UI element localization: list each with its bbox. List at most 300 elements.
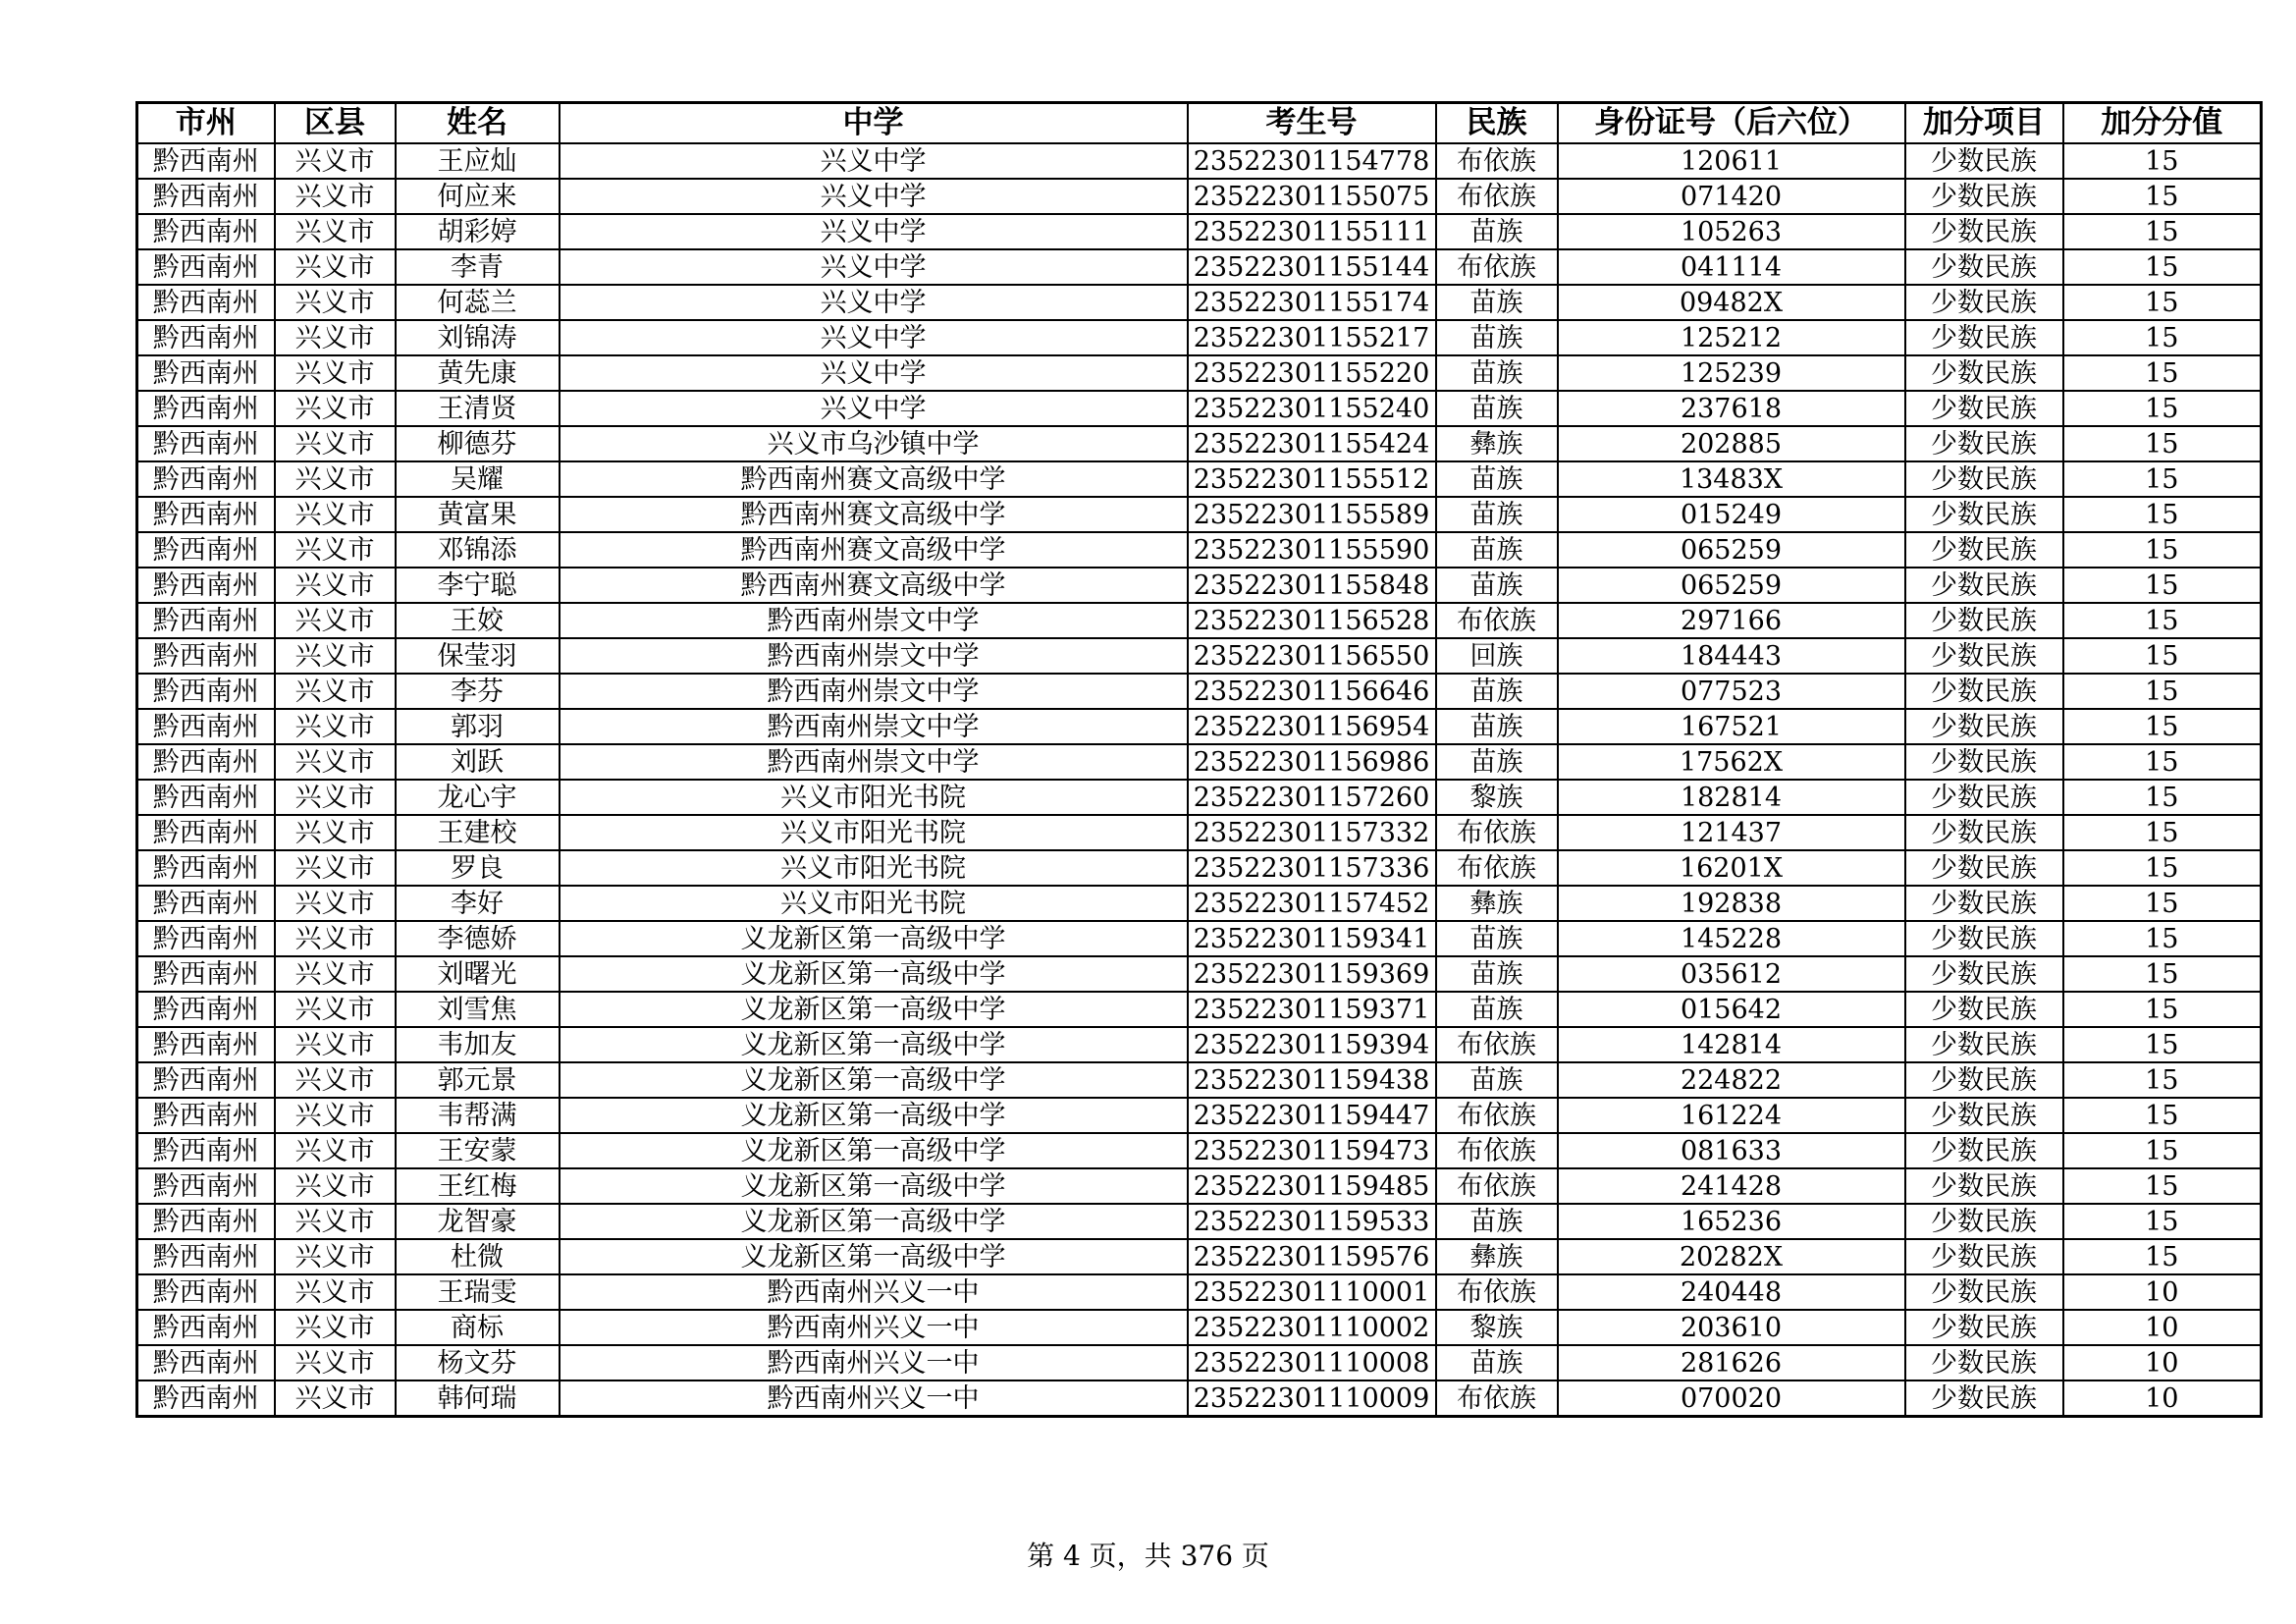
cell-ethnicity: 苗族 — [1436, 532, 1558, 568]
cell-bonus-item: 少数民族 — [1905, 179, 2063, 214]
cell-ethnicity: 彝族 — [1436, 886, 1558, 921]
cell-name: 邓锦添 — [396, 532, 560, 568]
cell-ethnicity: 苗族 — [1436, 320, 1558, 355]
cell-ethnicity: 苗族 — [1436, 1345, 1558, 1380]
cell-ethnicity: 苗族 — [1436, 921, 1558, 956]
cell-school: 兴义市乌沙镇中学 — [560, 426, 1188, 461]
cell-school: 兴义中学 — [560, 355, 1188, 391]
cell-school: 黔西南州赛文高级中学 — [560, 497, 1188, 532]
cell-bonus-value: 15 — [2063, 956, 2262, 992]
cell-city: 黔西南州 — [137, 921, 275, 956]
cell-exam-number: 23522301159533 — [1188, 1204, 1436, 1239]
cell-ethnicity: 苗族 — [1436, 956, 1558, 992]
cell-bonus-item: 少数民族 — [1905, 921, 2063, 956]
cell-name: 保莹羽 — [396, 638, 560, 674]
cell-county: 兴义市 — [275, 603, 396, 638]
cell-name: 李德娇 — [396, 921, 560, 956]
table-row — [137, 638, 2262, 674]
cell-county: 兴义市 — [275, 780, 396, 815]
cell-school: 黔西南州赛文高级中学 — [560, 461, 1188, 497]
cell-id-last-six: 297166 — [1558, 603, 1905, 638]
table-row — [137, 426, 2262, 461]
cell-ethnicity: 布依族 — [1436, 143, 1558, 179]
cell-id-last-six: 281626 — [1558, 1345, 1905, 1380]
table-row — [137, 603, 2262, 638]
cell-city: 黔西南州 — [137, 1239, 275, 1274]
cell-bonus-item: 少数民族 — [1905, 249, 2063, 285]
cell-bonus-value: 15 — [2063, 355, 2262, 391]
cell-exam-number: 23522301159369 — [1188, 956, 1436, 992]
table-row — [137, 1027, 2262, 1062]
cell-bonus-item: 少数民族 — [1905, 603, 2063, 638]
cell-bonus-value: 15 — [2063, 1098, 2262, 1133]
cell-county: 兴义市 — [275, 674, 396, 709]
cell-school: 兴义市阳光书院 — [560, 815, 1188, 850]
cell-bonus-item: 少数民族 — [1905, 1133, 2063, 1168]
cell-id-last-six: 070020 — [1558, 1380, 1905, 1417]
cell-bonus-item: 少数民族 — [1905, 532, 2063, 568]
cell-id-last-six: 192838 — [1558, 886, 1905, 921]
cell-school: 黔西南州赛文高级中学 — [560, 532, 1188, 568]
cell-bonus-item: 少数民族 — [1905, 426, 2063, 461]
cell-name: 何蕊兰 — [396, 285, 560, 320]
cell-county: 兴义市 — [275, 1239, 396, 1274]
cell-county: 兴义市 — [275, 921, 396, 956]
table-row — [137, 956, 2262, 992]
cell-exam-number: 23522301155111 — [1188, 214, 1436, 249]
cell-exam-number: 23522301155144 — [1188, 249, 1436, 285]
header-exam-number: 考生号 — [1188, 103, 1436, 144]
table-row — [137, 143, 2262, 179]
cell-school: 义龙新区第一高级中学 — [560, 1098, 1188, 1133]
cell-school: 兴义中学 — [560, 285, 1188, 320]
cell-ethnicity: 苗族 — [1436, 391, 1558, 426]
table-row — [137, 285, 2262, 320]
cell-bonus-item: 少数民族 — [1905, 850, 2063, 886]
cell-ethnicity: 布依族 — [1436, 1027, 1558, 1062]
cell-county: 兴义市 — [275, 214, 396, 249]
table-row — [137, 1380, 2262, 1417]
cell-city: 黔西南州 — [137, 320, 275, 355]
cell-bonus-item: 少数民族 — [1905, 143, 2063, 179]
cell-exam-number: 23522301110008 — [1188, 1345, 1436, 1380]
cell-ethnicity: 布依族 — [1436, 1098, 1558, 1133]
cell-name: 胡彩婷 — [396, 214, 560, 249]
cell-bonus-value: 15 — [2063, 143, 2262, 179]
cell-school: 义龙新区第一高级中学 — [560, 1204, 1188, 1239]
cell-ethnicity: 苗族 — [1436, 1204, 1558, 1239]
cell-exam-number: 23522301157332 — [1188, 815, 1436, 850]
cell-bonus-item: 少数民族 — [1905, 886, 2063, 921]
cell-id-last-six: 240448 — [1558, 1274, 1905, 1310]
cell-county: 兴义市 — [275, 532, 396, 568]
cell-id-last-six: 165236 — [1558, 1204, 1905, 1239]
cell-ethnicity: 布依族 — [1436, 1133, 1558, 1168]
cell-bonus-value: 15 — [2063, 568, 2262, 603]
cell-name: 王建校 — [396, 815, 560, 850]
cell-school: 黔西南州崇文中学 — [560, 638, 1188, 674]
cell-county: 兴义市 — [275, 1027, 396, 1062]
cell-bonus-item: 少数民族 — [1905, 461, 2063, 497]
cell-county: 兴义市 — [275, 355, 396, 391]
cell-id-last-six: 202885 — [1558, 426, 1905, 461]
cell-bonus-value: 15 — [2063, 603, 2262, 638]
cell-id-last-six: 065259 — [1558, 532, 1905, 568]
cell-exam-number: 23522301157452 — [1188, 886, 1436, 921]
cell-county: 兴义市 — [275, 1098, 396, 1133]
cell-id-last-six: 077523 — [1558, 674, 1905, 709]
cell-city: 黔西南州 — [137, 1310, 275, 1345]
cell-bonus-value: 15 — [2063, 426, 2262, 461]
cell-exam-number: 23522301156550 — [1188, 638, 1436, 674]
cell-school: 黔西南州兴义一中 — [560, 1380, 1188, 1417]
table-row — [137, 815, 2262, 850]
cell-bonus-item: 少数民族 — [1905, 391, 2063, 426]
cell-bonus-value: 10 — [2063, 1274, 2262, 1310]
cell-id-last-six: 105263 — [1558, 214, 1905, 249]
cell-school: 义龙新区第一高级中学 — [560, 1239, 1188, 1274]
cell-bonus-value: 15 — [2063, 1204, 2262, 1239]
cell-city: 黔西南州 — [137, 780, 275, 815]
cell-exam-number: 23522301159438 — [1188, 1062, 1436, 1098]
cell-ethnicity: 彝族 — [1436, 426, 1558, 461]
cell-exam-number: 23522301155075 — [1188, 179, 1436, 214]
cell-county: 兴义市 — [275, 1204, 396, 1239]
header-id-last-six: 身份证号（后六位） — [1558, 103, 1905, 144]
cell-school: 兴义中学 — [560, 214, 1188, 249]
cell-exam-number: 23522301155590 — [1188, 532, 1436, 568]
cell-bonus-value: 15 — [2063, 921, 2262, 956]
header-bonus-item: 加分项目 — [1905, 103, 2063, 144]
cell-exam-number: 23522301156954 — [1188, 709, 1436, 744]
header-county: 区县 — [275, 103, 396, 144]
cell-bonus-item: 少数民族 — [1905, 320, 2063, 355]
cell-exam-number: 23522301156528 — [1188, 603, 1436, 638]
cell-id-last-six: 16201X — [1558, 850, 1905, 886]
cell-school: 义龙新区第一高级中学 — [560, 1168, 1188, 1204]
cell-ethnicity: 黎族 — [1436, 1310, 1558, 1345]
cell-id-last-six: 065259 — [1558, 568, 1905, 603]
table-row — [137, 1133, 2262, 1168]
cell-name: 郭元景 — [396, 1062, 560, 1098]
cell-bonus-item: 少数民族 — [1905, 497, 2063, 532]
cell-bonus-item: 少数民族 — [1905, 956, 2063, 992]
cell-name: 柳德芬 — [396, 426, 560, 461]
cell-bonus-item: 少数民族 — [1905, 214, 2063, 249]
cell-county: 兴义市 — [275, 391, 396, 426]
cell-school: 义龙新区第一高级中学 — [560, 1133, 1188, 1168]
cell-city: 黔西南州 — [137, 285, 275, 320]
cell-exam-number: 23522301159394 — [1188, 1027, 1436, 1062]
cell-county: 兴义市 — [275, 568, 396, 603]
cell-id-last-six: 224822 — [1558, 1062, 1905, 1098]
cell-exam-number: 23522301110001 — [1188, 1274, 1436, 1310]
cell-school: 兴义中学 — [560, 320, 1188, 355]
cell-name: 王安蒙 — [396, 1133, 560, 1168]
table-row — [137, 320, 2262, 355]
cell-bonus-value: 15 — [2063, 780, 2262, 815]
cell-name: 杜微 — [396, 1239, 560, 1274]
cell-bonus-value: 15 — [2063, 992, 2262, 1027]
cell-id-last-six: 015642 — [1558, 992, 1905, 1027]
cell-exam-number: 23522301110009 — [1188, 1380, 1436, 1417]
cell-county: 兴义市 — [275, 179, 396, 214]
table-row — [137, 744, 2262, 780]
cell-id-last-six: 184443 — [1558, 638, 1905, 674]
cell-county: 兴义市 — [275, 744, 396, 780]
cell-exam-number: 23522301159341 — [1188, 921, 1436, 956]
cell-school: 黔西南州崇文中学 — [560, 744, 1188, 780]
document-sheet — [135, 101, 2260, 1418]
cell-id-last-six: 035612 — [1558, 956, 1905, 992]
cell-name: 韦加友 — [396, 1027, 560, 1062]
cell-exam-number: 23522301110002 — [1188, 1310, 1436, 1345]
cell-name: 黄富果 — [396, 497, 560, 532]
cell-bonus-item: 少数民族 — [1905, 1345, 2063, 1380]
cell-county: 兴义市 — [275, 143, 396, 179]
cell-bonus-value: 10 — [2063, 1345, 2262, 1380]
table-row — [137, 1345, 2262, 1380]
cell-name: 韩何瑞 — [396, 1380, 560, 1417]
cell-name: 杨文芬 — [396, 1345, 560, 1380]
cell-name: 刘雪焦 — [396, 992, 560, 1027]
cell-ethnicity: 苗族 — [1436, 461, 1558, 497]
cell-name: 李好 — [396, 886, 560, 921]
table-row — [137, 1310, 2262, 1345]
cell-bonus-value: 15 — [2063, 674, 2262, 709]
cell-city: 黔西南州 — [137, 1098, 275, 1133]
cell-city: 黔西南州 — [137, 709, 275, 744]
cell-bonus-value: 15 — [2063, 285, 2262, 320]
cell-school: 黔西南州崇文中学 — [560, 709, 1188, 744]
cell-bonus-value: 15 — [2063, 850, 2262, 886]
cell-city: 黔西南州 — [137, 886, 275, 921]
page-footer: 第 4 页，共 376 页 — [1027, 1540, 1269, 1572]
cell-city: 黔西南州 — [137, 638, 275, 674]
cell-school: 兴义市阳光书院 — [560, 886, 1188, 921]
cell-bonus-item: 少数民族 — [1905, 1204, 2063, 1239]
cell-exam-number: 23522301157260 — [1188, 780, 1436, 815]
table-row — [137, 1062, 2262, 1098]
cell-city: 黔西南州 — [137, 1168, 275, 1204]
cell-ethnicity: 回族 — [1436, 638, 1558, 674]
cell-bonus-item: 少数民族 — [1905, 744, 2063, 780]
cell-school: 义龙新区第一高级中学 — [560, 1027, 1188, 1062]
cell-bonus-item: 少数民族 — [1905, 568, 2063, 603]
cell-city: 黔西南州 — [137, 426, 275, 461]
table-body — [137, 143, 2262, 1417]
cell-bonus-item: 少数民族 — [1905, 1168, 2063, 1204]
table-row — [137, 1168, 2262, 1204]
cell-id-last-six: 121437 — [1558, 815, 1905, 850]
table-row — [137, 850, 2262, 886]
cell-city: 黔西南州 — [137, 214, 275, 249]
cell-name: 王红梅 — [396, 1168, 560, 1204]
cell-city: 黔西南州 — [137, 143, 275, 179]
cell-id-last-six: 237618 — [1558, 391, 1905, 426]
cell-city: 黔西南州 — [137, 956, 275, 992]
cell-city: 黔西南州 — [137, 249, 275, 285]
cell-exam-number: 23522301155174 — [1188, 285, 1436, 320]
cell-name: 龙智豪 — [396, 1204, 560, 1239]
header-name: 姓名 — [396, 103, 560, 144]
cell-bonus-value: 15 — [2063, 320, 2262, 355]
cell-county: 兴义市 — [275, 1168, 396, 1204]
cell-id-last-six: 071420 — [1558, 179, 1905, 214]
cell-county: 兴义市 — [275, 1133, 396, 1168]
cell-exam-number: 23522301155424 — [1188, 426, 1436, 461]
cell-bonus-value: 15 — [2063, 744, 2262, 780]
cell-name: 黄先康 — [396, 355, 560, 391]
table-row — [137, 709, 2262, 744]
cell-county: 兴义市 — [275, 249, 396, 285]
cell-bonus-value: 15 — [2063, 532, 2262, 568]
cell-county: 兴义市 — [275, 638, 396, 674]
cell-bonus-item: 少数民族 — [1905, 355, 2063, 391]
cell-bonus-item: 少数民族 — [1905, 709, 2063, 744]
cell-exam-number: 23522301155589 — [1188, 497, 1436, 532]
cell-school: 义龙新区第一高级中学 — [560, 956, 1188, 992]
cell-id-last-six: 041114 — [1558, 249, 1905, 285]
cell-ethnicity: 黎族 — [1436, 780, 1558, 815]
cell-name: 李芬 — [396, 674, 560, 709]
cell-school: 黔西南州兴义一中 — [560, 1310, 1188, 1345]
cell-name: 李青 — [396, 249, 560, 285]
cell-id-last-six: 125239 — [1558, 355, 1905, 391]
cell-city: 黔西南州 — [137, 497, 275, 532]
cell-city: 黔西南州 — [137, 992, 275, 1027]
cell-id-last-six: 125212 — [1558, 320, 1905, 355]
cell-school: 兴义中学 — [560, 179, 1188, 214]
cell-ethnicity: 布依族 — [1436, 179, 1558, 214]
cell-exam-number: 23522301157336 — [1188, 850, 1436, 886]
cell-city: 黔西南州 — [137, 461, 275, 497]
cell-exam-number: 23522301154778 — [1188, 143, 1436, 179]
cell-ethnicity: 苗族 — [1436, 744, 1558, 780]
cell-bonus-item: 少数民族 — [1905, 674, 2063, 709]
cell-bonus-value: 15 — [2063, 886, 2262, 921]
cell-id-last-six: 015249 — [1558, 497, 1905, 532]
cell-school: 义龙新区第一高级中学 — [560, 992, 1188, 1027]
cell-city: 黔西南州 — [137, 179, 275, 214]
cell-county: 兴义市 — [275, 1062, 396, 1098]
table-row — [137, 780, 2262, 815]
cell-name: 龙心宇 — [396, 780, 560, 815]
cell-city: 黔西南州 — [137, 1027, 275, 1062]
table-row — [137, 532, 2262, 568]
cell-id-last-six: 081633 — [1558, 1133, 1905, 1168]
table-row — [137, 249, 2262, 285]
cell-id-last-six: 241428 — [1558, 1168, 1905, 1204]
cell-school: 兴义中学 — [560, 249, 1188, 285]
cell-bonus-item: 少数民族 — [1905, 815, 2063, 850]
cell-bonus-item: 少数民族 — [1905, 1274, 2063, 1310]
cell-bonus-item: 少数民族 — [1905, 780, 2063, 815]
cell-exam-number: 23522301155240 — [1188, 391, 1436, 426]
cell-city: 黔西南州 — [137, 1380, 275, 1417]
cell-county: 兴义市 — [275, 992, 396, 1027]
cell-id-last-six: 120611 — [1558, 143, 1905, 179]
table-row — [137, 992, 2262, 1027]
table-row — [137, 461, 2262, 497]
cell-city: 黔西南州 — [137, 355, 275, 391]
cell-id-last-six: 167521 — [1558, 709, 1905, 744]
cell-name: 吴耀 — [396, 461, 560, 497]
cell-city: 黔西南州 — [137, 674, 275, 709]
cell-name: 商标 — [396, 1310, 560, 1345]
header-ethnicity: 民族 — [1436, 103, 1558, 144]
cell-name: 罗良 — [396, 850, 560, 886]
cell-bonus-item: 少数民族 — [1905, 285, 2063, 320]
cell-county: 兴义市 — [275, 461, 396, 497]
cell-name: 何应来 — [396, 179, 560, 214]
cell-bonus-value: 15 — [2063, 179, 2262, 214]
cell-bonus-item: 少数民族 — [1905, 1310, 2063, 1345]
cell-school: 黔西南州兴义一中 — [560, 1274, 1188, 1310]
cell-ethnicity: 苗族 — [1436, 992, 1558, 1027]
cell-bonus-value: 15 — [2063, 1062, 2262, 1098]
cell-name: 郭羽 — [396, 709, 560, 744]
cell-bonus-value: 15 — [2063, 1239, 2262, 1274]
table-row — [137, 1239, 2262, 1274]
cell-ethnicity: 布依族 — [1436, 850, 1558, 886]
cell-exam-number: 23522301155220 — [1188, 355, 1436, 391]
table-row — [137, 921, 2262, 956]
cell-county: 兴义市 — [275, 320, 396, 355]
cell-bonus-item: 少数民族 — [1905, 992, 2063, 1027]
cell-county: 兴义市 — [275, 497, 396, 532]
cell-name: 刘跃 — [396, 744, 560, 780]
cell-id-last-six: 13483X — [1558, 461, 1905, 497]
table-row — [137, 179, 2262, 214]
table-row — [137, 674, 2262, 709]
cell-exam-number: 23522301159485 — [1188, 1168, 1436, 1204]
cell-city: 黔西南州 — [137, 568, 275, 603]
cell-bonus-value: 15 — [2063, 1168, 2262, 1204]
cell-name: 刘锦涛 — [396, 320, 560, 355]
cell-id-last-six: 182814 — [1558, 780, 1905, 815]
cell-bonus-value: 10 — [2063, 1380, 2262, 1417]
cell-city: 黔西南州 — [137, 1133, 275, 1168]
cell-bonus-value: 15 — [2063, 815, 2262, 850]
cell-bonus-item: 少数民族 — [1905, 1027, 2063, 1062]
bonus-points-table — [135, 101, 2263, 1418]
cell-county: 兴义市 — [275, 426, 396, 461]
cell-bonus-item: 少数民族 — [1905, 1098, 2063, 1133]
cell-city: 黔西南州 — [137, 1345, 275, 1380]
cell-bonus-value: 15 — [2063, 214, 2262, 249]
cell-school: 兴义市阳光书院 — [560, 850, 1188, 886]
cell-name: 王清贤 — [396, 391, 560, 426]
cell-school: 义龙新区第一高级中学 — [560, 921, 1188, 956]
cell-county: 兴义市 — [275, 956, 396, 992]
cell-city: 黔西南州 — [137, 815, 275, 850]
cell-ethnicity: 彝族 — [1436, 1239, 1558, 1274]
cell-bonus-value: 15 — [2063, 391, 2262, 426]
cell-city: 黔西南州 — [137, 1204, 275, 1239]
table-row — [137, 568, 2262, 603]
header-city: 市州 — [137, 103, 275, 144]
cell-ethnicity: 布依族 — [1436, 1168, 1558, 1204]
cell-id-last-six: 142814 — [1558, 1027, 1905, 1062]
header-bonus-value: 加分分值 — [2063, 103, 2262, 144]
cell-ethnicity: 布依族 — [1436, 1274, 1558, 1310]
cell-bonus-value: 15 — [2063, 497, 2262, 532]
cell-school: 义龙新区第一高级中学 — [560, 1062, 1188, 1098]
cell-exam-number: 23522301159576 — [1188, 1239, 1436, 1274]
cell-name: 刘曙光 — [396, 956, 560, 992]
cell-ethnicity: 布依族 — [1436, 815, 1558, 850]
